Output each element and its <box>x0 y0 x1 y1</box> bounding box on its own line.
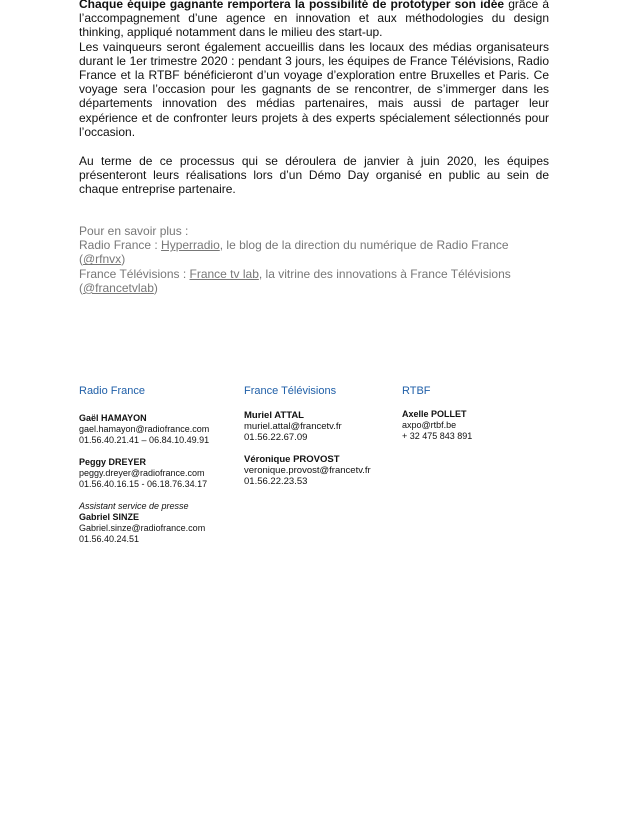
contact-email: gael.hamayon@radiofrance.com <box>79 424 210 434</box>
contact-email: muriel.attal@francetv.fr <box>244 421 342 432</box>
hyperradio-link[interactable]: Hyperradio <box>161 238 220 253</box>
contact-role: Assistant service de presse <box>79 501 189 511</box>
contact-person: Véronique PROVOST veronique.provost@francetv.fr 01.56.22.23.53 <box>244 454 371 487</box>
contact-heading: Radio France <box>79 385 146 397</box>
contact-email: Gabriel.sinze@radiofrance.com <box>79 523 206 533</box>
contact-column-rtbf <box>402 385 472 453</box>
paragraph-demo-day: Au terme de ce processus qui se déroulera de janvier à juin 2020, les équipes présenteront leurs réalisations lors d’un Démo Day organisé en public au sein de chaque entreprise partenaire. <box>79 154 549 197</box>
contact-phone: + 32 475 843 891 <box>402 431 473 441</box>
more-info-france-tv: France Télévisions : France tv lab, la vitrine des innovations à France Télévisions <box>79 266 511 281</box>
contact-email: veronique.provost@francetv.fr <box>244 465 371 476</box>
paragraph-winners: Les vainqueurs seront également accueillis dans les locaux des médias organisateurs durant le 1er trimestre 2020 : pendant 3 jours, les équipes de France Télévisions, Radio France et la RTBF bénéficieront d’un voyage d’exploration entre Bruxelles et Paris. Ce voyage sera l’occasion pour les gagnants de se rencontrer, de s’immerger dans les départements innovation des médias partenaires, mais aussi de partager leur expérience et de confronter leurs projets à des experts spécialement sélectionnés pour l’occasion. <box>79 39 549 139</box>
contact-column-radio-france <box>79 385 209 556</box>
more-info-intro: Pour en savoir plus : <box>79 224 189 238</box>
rfnvx-link[interactable]: @rfnvx <box>83 252 122 267</box>
contact-person: Gaël HAMAYON gael.hamayon@radiofrance.com 01.56.40.21.41 – 06.84.10.49.91 <box>79 413 210 445</box>
contact-heading: RTBF <box>402 385 431 397</box>
paragraph-lead-rest: grâce à l’accompagnement d’une agence en innovation et aux méthodologies du design thinking, appliqué notamment dans le milieu des start-up. <box>79 0 550 40</box>
more-info-section: Pour en savoir plus : Radio France : Hyperradio, le blog de la direction du numérique de Radio France (@rfnvx) France Télévisions : France tv lab, la vitrine des innovations à France Télévisions (@francetvlab) <box>79 224 549 295</box>
contact-person: Peggy DREYER peggy.dreyer@radiofrance.com 01.56.40.16.15 - 06.18.76.34.17 <box>79 457 209 490</box>
contact-phone: 01.56.40.24.51 <box>79 534 140 544</box>
contact-person: Assistant service de presse Gabriel SINZE Gabriel.sinze@radiofrance.com 01.56.40.24.51 <box>79 501 209 545</box>
contact-email: axpo@rtbf.be <box>402 420 457 430</box>
paragraph-prototype <box>79 0 549 139</box>
contact-person: Muriel ATTAL muriel.attal@francetv.fr 01.56.22.67.09 <box>244 410 371 443</box>
francetvlab-site-link[interactable]: France tv lab <box>189 266 259 281</box>
contact-phone: 01.56.40.21.41 – 06.84.10.49.91 <box>79 435 210 445</box>
francetvlab-handle-link[interactable]: @francetvlab <box>83 280 154 295</box>
paragraph-lead-bold: Chaque équipe gagnante remportera la possibilité de prototyper son idée <box>79 0 505 11</box>
contact-heading: France Télévisions <box>244 385 337 397</box>
contact-phone: 01.56.40.16.15 - 06.18.76.34.17 <box>79 479 208 489</box>
contact-person: Axelle POLLET axpo@rtbf.be + 32 475 843 891 <box>402 409 473 441</box>
more-info-radio-france: Radio France : Hyperradio, le blog de la direction du numérique de Radio France <box>79 238 509 253</box>
contact-email: peggy.dreyer@radiofrance.com <box>79 468 205 478</box>
contact-phone: 01.56.22.67.09 <box>244 432 308 443</box>
contact-phone: 01.56.22.23.53 <box>244 476 308 487</box>
contact-column-france-tv <box>244 385 371 498</box>
